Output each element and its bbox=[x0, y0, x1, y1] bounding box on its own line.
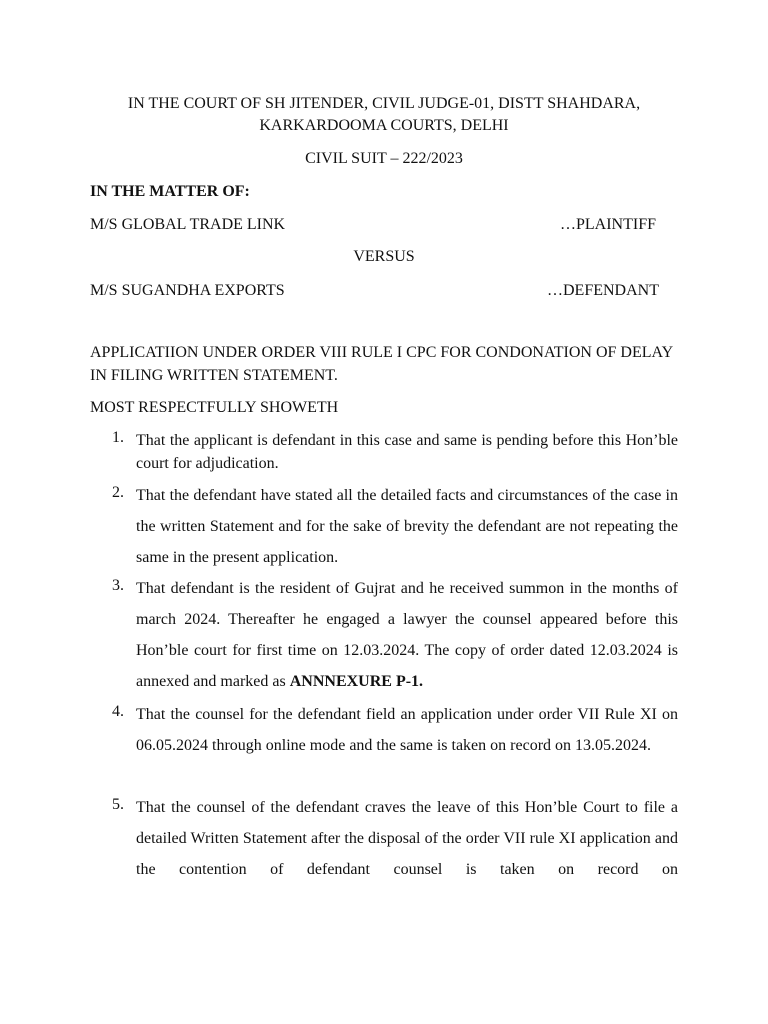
annexure-reference: ANNNEXURE P-1. bbox=[289, 673, 424, 690]
paragraph-text: That the defendant have stated all the detailed facts and circumstances of the case in the written Statement and for the sake of brevity the defendant are not repeating the same in the present application. bbox=[136, 487, 678, 566]
paragraph-number: 5. bbox=[112, 796, 124, 813]
paragraph-4 bbox=[90, 699, 678, 761]
paragraph-number: 1. bbox=[112, 429, 124, 446]
paragraph-text: That the applicant is defendant in this case and same is pending before this Hon’ble court for adjudication. bbox=[136, 432, 678, 472]
salutation: MOST RESPECTFULLY SHOWETH bbox=[90, 399, 339, 416]
court-heading-line-1: IN THE COURT OF SH JITENDER, CIVIL JUDGE-01, DISTT SHAHDARA, bbox=[127, 95, 641, 112]
paragraph-number: 4. bbox=[112, 703, 124, 720]
matter-heading: IN THE MATTER OF: bbox=[90, 183, 250, 200]
versus-label: VERSUS bbox=[353, 248, 415, 265]
paragraph-text-main: That defendant is the resident of Gujrat and he received summon in the months of march 2024. Thereafter he engaged a lawyer the counsel appeared before this Hon’ble court for first time on 12.03.2024. The copy of order dated 12.03.2024 is annexed and marked as bbox=[136, 580, 678, 690]
paragraph-number: 2. bbox=[112, 484, 124, 501]
application-title: APPLICATIION UNDER ORDER VIII RULE I CPC FOR CONDONATION OF DELAY IN FILING WRITTEN STATEMENT. bbox=[90, 344, 673, 384]
paragraph-text bbox=[136, 573, 678, 697]
paragraph-2 bbox=[90, 480, 678, 573]
suit-number: CIVIL SUIT – 222/2023 bbox=[305, 150, 463, 167]
paragraph-5 bbox=[90, 792, 678, 885]
defendant-name: M/S SUGANDHA EXPORTS bbox=[90, 282, 285, 299]
court-heading-line-2: KARKARDOOMA COURTS, DELHI bbox=[259, 117, 509, 134]
paragraph-3 bbox=[90, 573, 678, 697]
defendant-role: …DEFENDANT bbox=[547, 282, 659, 299]
plaintiff-role: …PLAINTIFF bbox=[560, 216, 657, 233]
paragraph-1 bbox=[90, 429, 678, 475]
paragraph-number: 3. bbox=[112, 577, 124, 594]
paragraph-text: That the counsel for the defendant field an application under order VII Rule XI on 06.05.2024 through online mode and the same is taken on record on 13.05.2024. bbox=[136, 706, 678, 754]
court-heading bbox=[90, 93, 678, 137]
plaintiff-name: M/S GLOBAL TRADE LINK bbox=[90, 216, 286, 233]
paragraph-text: That the counsel of the defendant craves the leave of this Hon’ble Court to file a detailed Written Statement after the disposal of the order VII rule XI application and the contention of defendant counsel is taken on record on bbox=[136, 799, 678, 878]
